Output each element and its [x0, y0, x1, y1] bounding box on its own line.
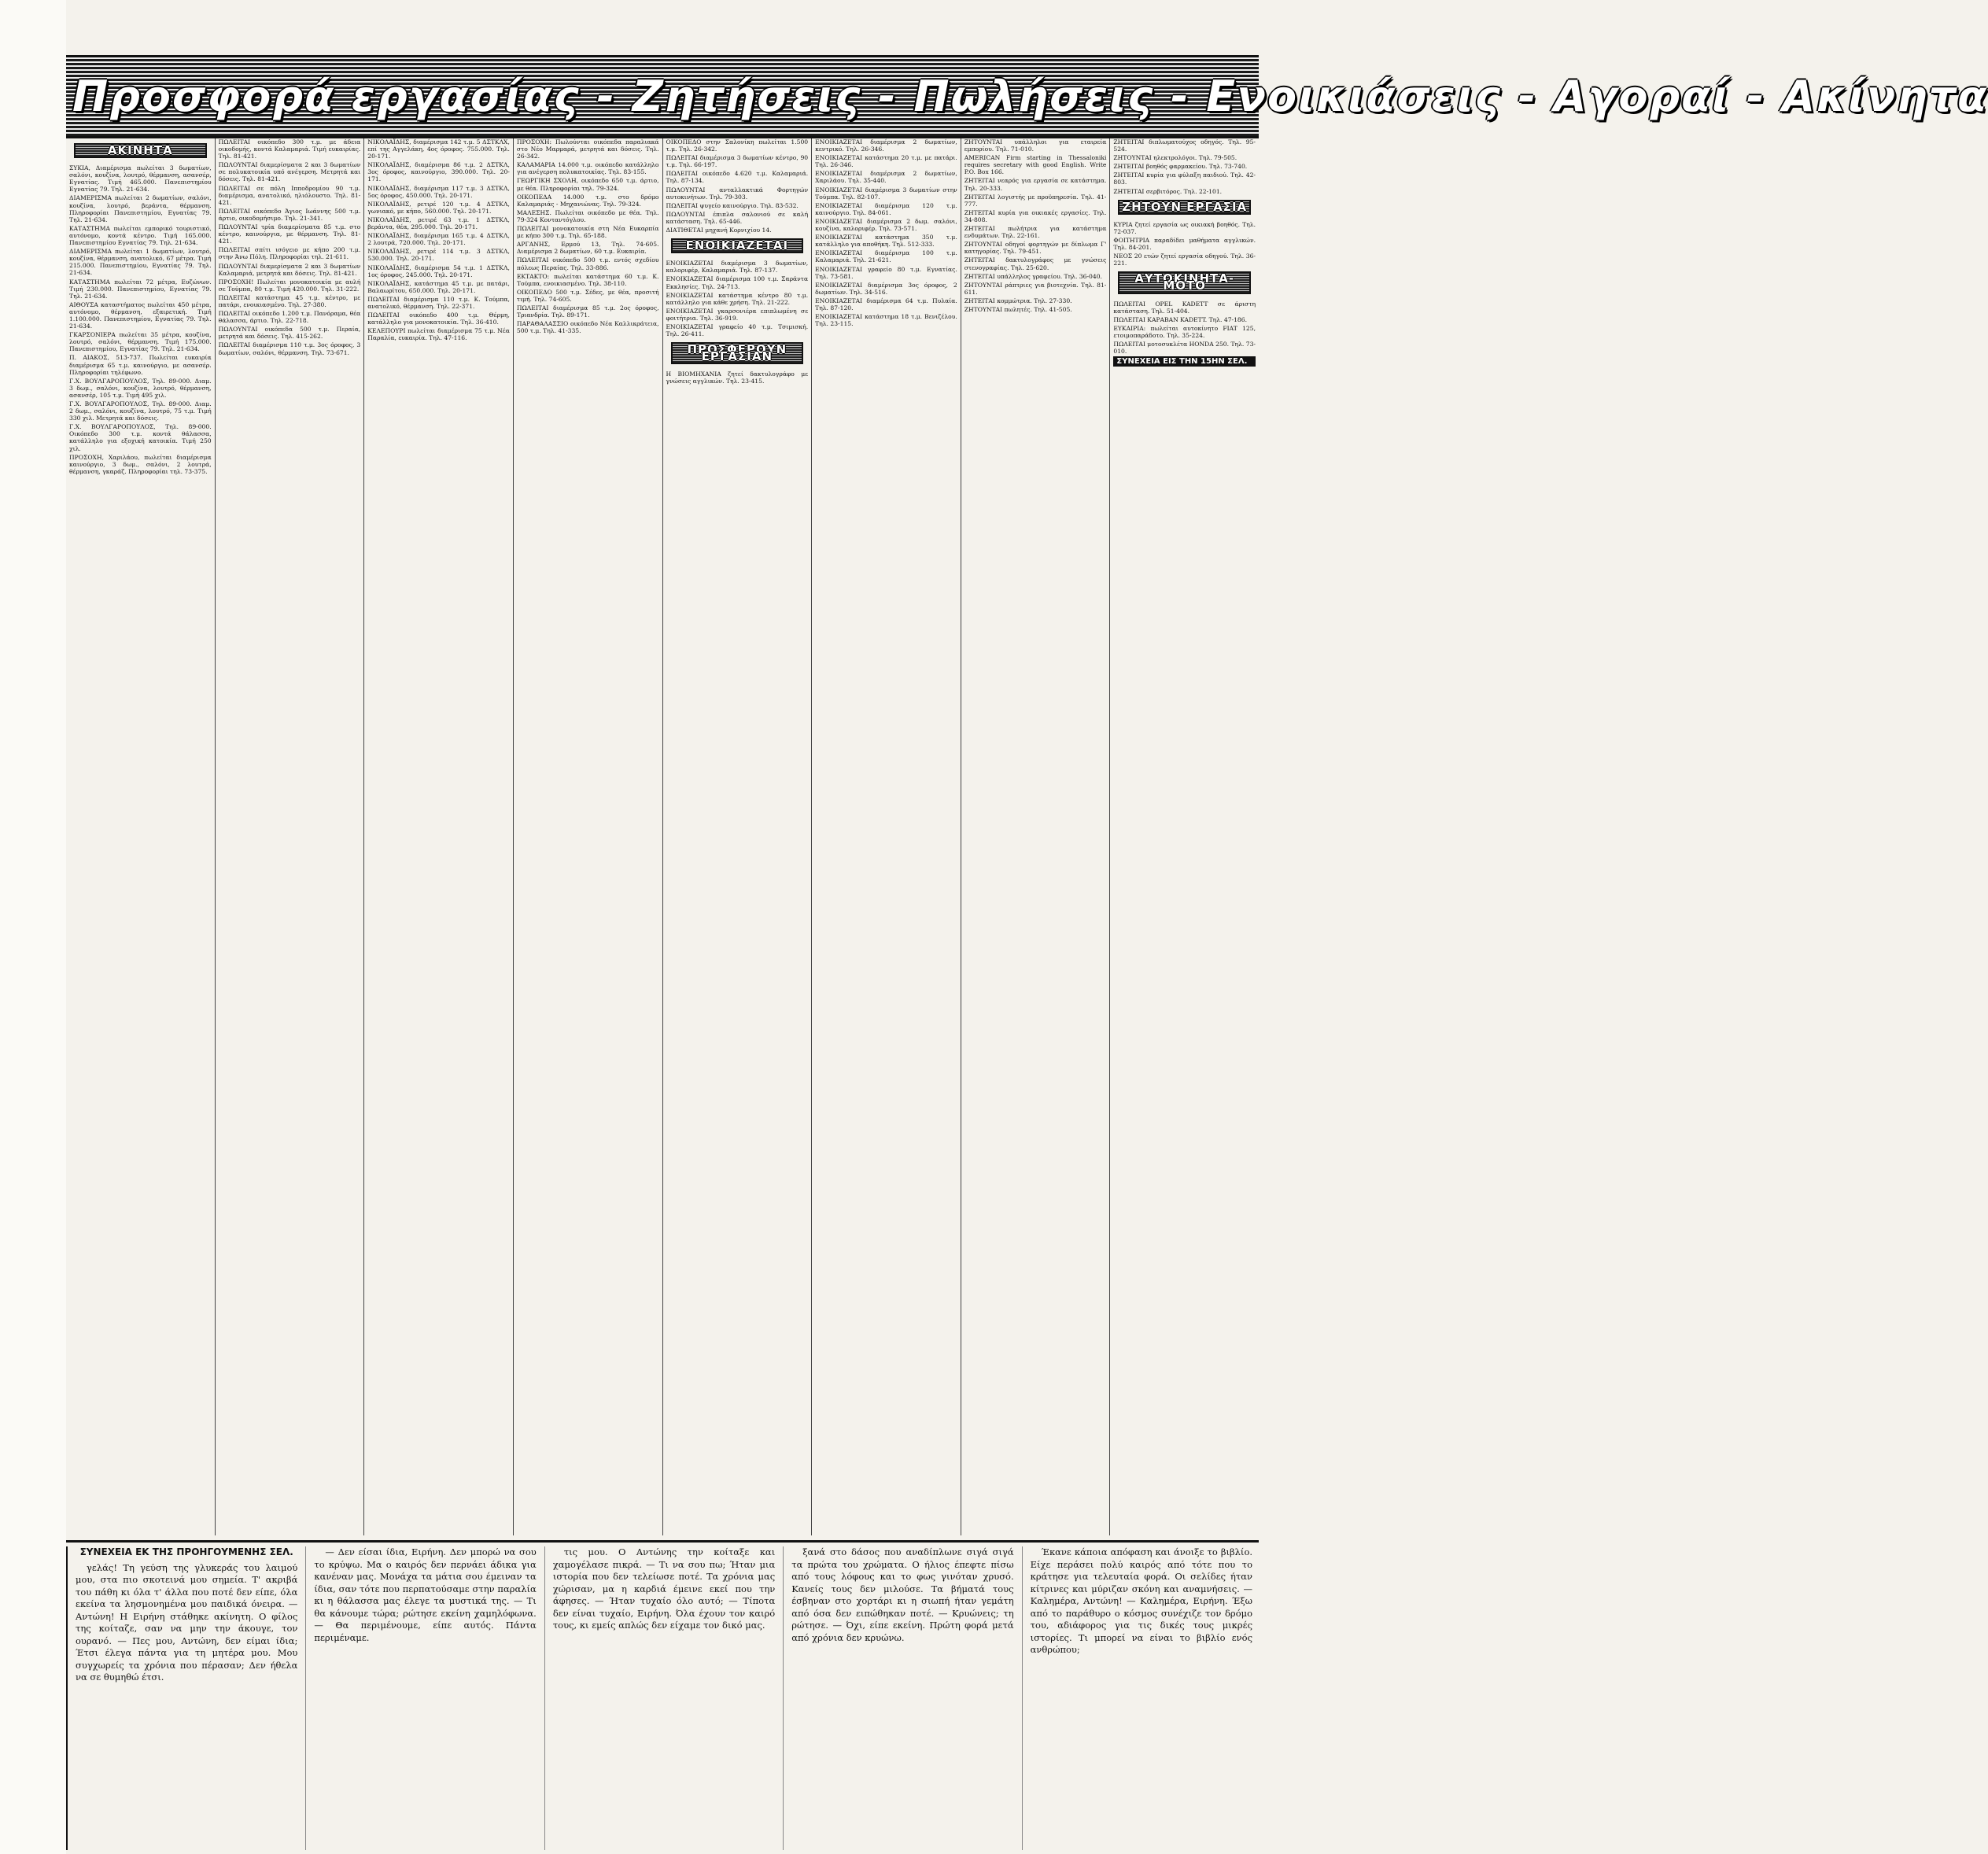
classified-ad: ΠΑΡΑΘΑΛΑΣΣΙΟ οικόπεδο Νέα Καλλικράτεια, 500 τ.μ. Τηλ. 41-335.: [516, 320, 659, 335]
serial-column-5: [1023, 1546, 1260, 1850]
serial-column-1: [68, 1546, 306, 1850]
classified-ad: ΠΩΛΕΙΤΑΙ κατάστημα 45 τ.μ. κέντρο, με πατάρι, ενοικιασμένο. Τηλ. 27-380.: [218, 293, 361, 308]
classified-ad: ΠΩΛΕΙΤΑΙ οικόπεδο 500 τ.μ. εντός σχεδίου πόλεως Περαίας. Τηλ. 33-886.: [516, 256, 659, 271]
classified-ad: ΠΩΛΕΙΤΑΙ οικόπεδο 1.200 τ.μ. Πανόραμα, θέα θάλασσα, άρτιο. Τηλ. 22-718.: [218, 310, 361, 325]
serial-story: [66, 1546, 1260, 1850]
classified-ad: ΖΗΤΕΙΤΑΙ κυρία για φύλαξη παιδιού. Τηλ. 42-803.: [1113, 171, 1256, 186]
section-heading-zitoun: ΖΗΤΟΥΝ ΕΡΓΑΣΙΑ: [1118, 200, 1251, 215]
classified-ad: ΚΕΛΕΠΟΥΡΙ πωλείται διαμέρισμα 75 τ.μ. Νέα Παραλία, ευκαιρία. Τηλ. 47-116.: [367, 327, 510, 342]
classified-ad: Π. ΑΙΑΚΟΣ, 513-737. Πωλείται ευκαιρία διαμέρισμα 65 τ.μ. καινούργιο, με ασανσέρ. Πληροφορίαι τηλέφωνο.: [69, 354, 212, 376]
classified-ad: ΠΩΛΕΙΤΑΙ ΚΑΡΑΒΑΝ KADETT. Τηλ. 47-186.: [1113, 315, 1248, 323]
serial-text: Έκανε κάποια απόφαση και άνοιξε το βιβλίο. Είχε περάσει πολύ καιρός από τότε που το κράτησε για τελευταία φορά. Οι σελίδες ήταν κίτρινες και μύριζαν σκόνη και αναμνήσεις. — Καλημέρα, Αντώνη! — Καλημέρα, Ειρήνη. Έξω από το παράθυρο ο κόσμος συνέχιζε τον δρόμο του, αδιάφορος για τις δικές τους μικρές ιστορίες. Τι μπορεί να είναι το βιβλίο ενός ανθρώπου;: [1030, 1546, 1253, 1655]
classified-ad: ΠΩΛΟΥΝΤΑΙ οικόπεδα 500 τ.μ. Περαία, μετρητά και δόσεις. Τηλ. 415-262.: [218, 326, 361, 341]
classified-ad: ΔΙΑΜΕΡΙΣΜΑ πωλείται 2 δωματίων, σαλόνι, κουζίνα, λουτρό, βεράντα, θέρμανση. Πληροφορίαι Πανεπιστημίου, Εγνατίας 79. Τηλ. 21-634.: [69, 194, 212, 223]
classified-column-1: [66, 138, 216, 1535]
classified-ad: ΠΩΛΟΥΝΤΑΙ διαμερίσματα 2 και 3 δωματίων Καλαμαριά, μετρητά και δόσεις. Τηλ. 81-421.: [218, 262, 361, 277]
classified-ad: ΠΡΟΣΟΧΗ! Πωλείται μονοκατοικία με αυλή σε Τούμπα, 80 τ.μ. Τιμή 420.000. Τηλ. 31-222.: [218, 278, 361, 293]
serial-column-3: [545, 1546, 784, 1850]
classified-ad: ΕΝΟΙΚΙΑΖΕΤΑΙ κατάστημα 20 τ.μ. με πατάρι. Τηλ. 26-346.: [815, 154, 957, 169]
classified-ad: ΝΙΚΟΛΑΪΔΗΣ, διαμέρισμα 117 τ.μ. 3 ΔΣΤΚΛ, 5ος όροφος, 450.000. Τηλ. 20-171.: [367, 184, 510, 199]
classified-ad: ΔΙΑΤΙΘΕΤΑΙ μηχανή Κορνιχίου 14.: [666, 227, 772, 234]
classified-ad: ΕΝΟΙΚΙΑΖΕΤΑΙ διαμέρισμα 2 δωμ. σαλόνι, κουζίνα, καλοριφέρ. Τηλ. 73-571.: [815, 217, 957, 233]
continued-notice: ΣΥΝΕΧΕΙΑ ΕΙΣ ΤΗΝ 15ΗΝ ΣΕΛ.: [1113, 356, 1256, 367]
classified-ad: ΚΑΤΑΣΤΗΜΑ πωλείται εμπορικό τουριστικό, αυτόνομο, κοντά κέντρο. Τιμή 165.000. Πανεπιστημίου Εγνατίας 79. Τηλ. 21-634.: [69, 224, 212, 247]
classified-ad: ΠΩΛΕΙΤΑΙ ψυγείο καινούργιο. Τηλ. 83-532.: [666, 201, 799, 209]
classified-ad: AMERICAN Firm starting in Thessaloniki requires secretary with good English. Write P.O. Box 166.: [964, 154, 1107, 176]
classified-ad: ΠΩΛΟΥΝΤΑΙ ανταλλακτικά Φορτηγών αυτοκινήτων. Τηλ. 79-303.: [666, 186, 809, 201]
classified-ad: ΠΩΛΕΙΤΑΙ οικόπεδο 4.620 τ.μ. Καλαμαριά. Τηλ. 87-134.: [666, 170, 809, 185]
classified-ad: Γ.Χ. ΒΟΥΛΓΑΡΟΠΟΥΛΟΣ, Τηλ. 89-000. Διαμ. 3 δωμ., σαλόνι, κουζίνα, λουτρό, θέρμανση, ασανσέρ, 105 τ.μ. Τιμή 495 χιλ.: [69, 377, 212, 399]
classified-ad: ΕΝΟΙΚΙΑΖΕΤΑΙ διαμέρισμα 3 δωματίων, καλοριφέρ, Καλαμαριά. Τηλ. 87-137.: [666, 260, 809, 275]
classified-ad: ΠΩΛΟΥΝΤΑΙ έπιπλα σαλονιού σε καλή κατάσταση. Τηλ. 65-446.: [666, 210, 809, 225]
classified-ad: ΖΗΤΕΙΤΑΙ υπάλληλος γραφείου. Τηλ. 36-040.: [964, 272, 1102, 280]
section-divider: [66, 1540, 1259, 1543]
classified-ad: ΟΙΚΟΠΕΔΟ στην Σαλονίκη πωλείται 1.500 τ.μ. Τηλ. 26-342.: [666, 138, 809, 153]
classified-ad: ΦΟΙΤΗΤΡΙΑ παραδίδει μαθήματα αγγλικών. Τηλ. 84-201.: [1113, 236, 1256, 252]
serial-text: ξανά στο δάσος που αναδίπλωνε σιγά σιγά τα πρώτα του χρώματα. Ο ήλιος έπεφτε πίσω από τους λόφους και το φως γινόταν χρυσό. Κανείς τους δεν μιλούσε. Τα βήματά τους έσβηναν στο χορτάρι κι η σιωπή ήταν γεμάτη από όσα δεν ειπώθηκαν ποτέ. — Κρυώνεις; τη ρώτησε. — Όχι, είπε εκείνη. Πρώτη φορά μετά από χρόνια δεν κρυώνω.: [791, 1546, 1014, 1643]
classified-ad: ΖΗΤΟΥΝΤΑΙ υπάλληλοι για εταιρεία εμπορίου. Τηλ. 71-010.: [964, 138, 1107, 153]
classified-ad: ΖΗΤΕΙΤΑΙ κυρία για οικιακές εργασίες. Τηλ. 34-808.: [964, 208, 1107, 223]
serial-column-4: [784, 1546, 1022, 1850]
classified-ad: ΜΑΛΕΣΗΣ. Πωλείται οικόπεδο με θέα. Τηλ. 79-324 Κονταντόγλου.: [516, 208, 659, 223]
section-heading-akinita: ΑΚΙΝΗΤΑ: [74, 143, 207, 158]
classified-ad: ΕΝΟΙΚΙΑΖΕΤΑΙ διαμέρισμα 64 τ.μ. Πυλαία. Τηλ. 87-120.: [815, 297, 957, 311]
classifieds-area: [66, 138, 1259, 1535]
classified-ad: ΟΙΚΟΠΕΔΑ 14.000 τ.μ. στο δρόμο Καλαμαριάς - Μηχανιώνας. Τηλ. 79-324.: [516, 193, 659, 208]
classified-ad: ΠΩΛΕΙΤΑΙ οικόπεδο 400 τ.μ. Θέρμη, κατάλληλο για μονοκατοικία. Τηλ. 36-410.: [367, 311, 510, 326]
classified-ad: ΕΝΟΙΚΙΑΖΕΤΑΙ κατάστημα 350 τ.μ. κατάλληλο για αποθήκη. Τηλ. 512-333.: [815, 234, 957, 249]
classified-ad: ΖΗΤΟΥΝΤΑΙ ράπτριες για βιοτεχνία. Τηλ. 81-611.: [964, 281, 1107, 296]
classified-ad: Γ.Χ. ΒΟΥΛΓΑΡΟΠΟΥΛΟΣ, Τηλ. 89-000. Οικόπεδο 300 τ.μ. κοντά θάλασσα, κατάλληλο για εξοχική κατοικία. Τιμή 250 χιλ.: [69, 423, 212, 452]
classified-ad: ΕΥΚΑΙΡΙΑ: πωλείται αυτοκίνητο FIAT 125, ετοιμοπαράδοτο. Τηλ. 35-224.: [1113, 324, 1256, 339]
classified-ad: ΓΚΑΡΣΟΝΙΕΡΑ πωλείται 35 μέτρα, κουζίνα, λουτρό, σαλόνι, θέρμανση. Τιμή 175.000. Πανεπιστημίου, Εγνατίας 79. Τηλ. 21-634.: [69, 331, 212, 353]
classified-ad: ΕΝΟΙΚΙΑΖΕΤΑΙ διαμέρισμα 3ος όροφος, 2 δωματίων. Τηλ. 34-516.: [815, 281, 957, 296]
classified-ad: ΕΚΤΑΚΤΟ: πωλείται κατάστημα 60 τ.μ. Κ. Τούμπα, ενοικιασμένο. Τηλ. 38-110.: [516, 272, 659, 287]
classified-ad: ΖΗΤΕΙΤΑΙ σερβιτόρος. Τηλ. 22-101.: [1113, 187, 1223, 195]
classified-ad: ΝΙΚΟΛΑΪΔΗΣ, διαμέρισμα 165 τ.μ. 4 ΔΣΤΚΛ, 2 λουτρά, 720.000. Τηλ. 20-171.: [367, 232, 510, 247]
classified-ad: ΚΑΛΑΜΑΡΙΑ 14.000 τ.μ. οικόπεδο κατάλληλο για ανέγερση πολυκατοικίας. Τηλ. 83-155.: [516, 161, 659, 176]
classified-ad: ΝΙΚΟΛΑΪΔΗΣ, ρετιρέ 114 τ.μ. 3 ΔΣΤΚΛ, 530.000. Τηλ. 20-171.: [367, 248, 510, 263]
classified-ad: ΠΩΛΟΥΝΤΑΙ διαμερίσματα 2 και 3 δωματίων σε πολυκατοικία υπό ανέγερση. Μετρητά και δόσεις. Τηλ. 81-421.: [218, 161, 361, 183]
classified-ad: ΖΗΤΟΥΝΤΑΙ ηλεκτρολόγοι. Τηλ. 79-505.: [1113, 154, 1237, 162]
classified-ad: ΚΥΡΙΑ ζητεί εργασία ως οικιακή βοηθός. Τηλ. 72-037.: [1113, 220, 1256, 235]
classified-ad: ΝΙΚΟΛΑΪΔΗΣ, διαμέρισμα 54 τ.μ. 1 ΔΣΤΚΛ, 1ος όροφος, 245.000. Τηλ. 20-171.: [367, 264, 510, 278]
classified-ad: ΖΗΤΟΥΝΤΑΙ πωλητές. Τηλ. 41-505.: [964, 305, 1072, 313]
classified-ad: ΠΡΟΣΟΧΗ, Χαριλάου, πωλείται διαμέρισμα καινούργιο, 3 δωμ., σαλόνι, 2 λουτρά, θέρμανση, γκαράζ. Πληροφορίαι τηλ. 73-375.: [69, 453, 212, 475]
classified-ad: ΕΝΟΙΚΙΑΖΕΤΑΙ γκαρσονιέρα επιπλωμένη σε φοιτήτρια. Τηλ. 36-919.: [666, 307, 809, 322]
classified-ad: ΠΩΛΕΙΤΑΙ οικόπεδο 300 τ.μ. με άδεια οικοδομής, κοντά Καλαμαριά. Τιμή ευκαιρίας. Τηλ. 81-421.: [218, 138, 361, 160]
classified-ad: ΕΝΟΙΚΙΑΖΕΤΑΙ γραφείο 80 τ.μ. Εγνατίας. Τηλ. 73-581.: [815, 265, 957, 280]
classified-ad: ΓΕΩΡΓΙΚΗ ΣΧΟΛΗ, οικόπεδο 650 τ.μ. άρτιο, με θέα. Πληροφορίαι τηλ. 79-324.: [516, 177, 659, 192]
left-margin: [0, 0, 66, 1854]
classified-ad: ΠΩΛΕΙΤΑΙ διαμέρισμα 110 τ.μ. 3ος όροφος, 3 δωματίων, σαλόνι, θέρμανση. Τηλ. 73-671.: [218, 341, 361, 356]
section-heading-autokinita: ΑΥΤΟΚΙΝΗΤΑ-ΜΟΤΟ: [1118, 271, 1251, 293]
serial-column-2: [306, 1546, 544, 1850]
classified-ad: Γ.Χ. ΒΟΥΛΓΑΡΟΠΟΥΛΟΣ, Τηλ. 89-000. Διαμ. 2 δωμ., σαλόνι, κουζίνα, λουτρό, 75 τ.μ. Τιμή 330 χιλ. Μετρητά και δόσεις.: [69, 400, 212, 422]
serial-text: — Δεν είσαι ίδια, Ειρήνη. Δεν μπορώ να σου το κρύψω. Μα ο καιρός δεν περνάει άδικα για κανέναν μας. Μονάχα τα μάτια σου έμειναν τα ίδια, σαν τότε που περπατούσαμε στην παραλία κι η θάλασσα μας έλεγε τα μυστικά της. — Τι θα κάνουμε τώρα; ρώτησε εκείνη χαμηλόφωνα. — Θα περιμένουμε, είπε αυτός. Πάντα περιμέναμε.: [314, 1546, 537, 1643]
classified-ad: ΠΡΟΣΟΧΗ: Πωλούνται οικόπεδα παραλιακά στο Νέο Μαρμαρά, μετρητά και δόσεις. Τηλ. 26-342.: [516, 138, 659, 160]
classified-ad: ΕΝΟΙΚΙΑΖΕΤΑΙ κατάστημα 18 τ.μ. Βενιζέλου. Τηλ. 23-115.: [815, 313, 957, 328]
classified-ad: ΠΩΛΕΙΤΑΙ μοτοσυκλέτα HONDA 250. Τηλ. 73-010.: [1113, 340, 1256, 356]
section-heading-prosferoun: ΠΡΟΣΦΕΡΟΥΝ ΕΡΓΑΣΙΑΝ: [671, 342, 804, 364]
classified-ad: ΠΩΛΕΙΤΑΙ διαμέρισμα 85 τ.μ. 2ος όροφος, Τριανδρία. Τηλ. 89-171.: [516, 304, 659, 319]
classified-ad: ΝΙΚΟΛΑΪΔΗΣ, κατάστημα 45 τ.μ. με πατάρι, Βαλαωρίτου, 650.000. Τηλ. 20-171.: [367, 279, 510, 294]
classified-ad: ΝΙΚΟΛΑΪΔΗΣ, διαμέρισμα 86 τ.μ. 2 ΔΣΤΚΛ, 3ος όροφος, καινούργιο, 390.000. Τηλ. 20-171.: [367, 161, 510, 183]
classified-ad: ΕΝΟΙΚΙΑΖΕΤΑΙ διαμέρισμα 2 δωματίων, κεντρικό. Τηλ. 26-346.: [815, 138, 957, 153]
serial-text: γελάς! Τη γεύση της γλυκεράς του λαιμού μου, στα πιο σκοτεινά μου σημεία. Τ' ακριβά του πάθη κι όλα τ' άλλα που ποτέ δεν είπε, όλα εκείνα τα λησμονημένα μου παιδικά όνειρα. — Αντώνη! Η Ειρήνη στάθηκε ακίνητη. Ο φίλος της κοίταζε, σαν να μην την άκουγε, τον ουρανό. — Πες μου, Αντώνη, δεν είμαι ίδια; Έτσι έλεγα πάντα για τη μητέρα μου. Μου συγχωρείς τα χρόνια που πέρασαν; Δεν ήθελα να σε θυμηθώ έτσι.: [76, 1561, 298, 1683]
classified-ad: ΔΙΑΜΕΡΙΣΜΑ πωλείται 1 δωματίων, λουτρό, κουζίνα, θέρμανση, ανατολικό, 67 μέτρα. Τιμή 215.000. Πανεπιστημίου, Εγνατίας 79. Τηλ. 21-634.: [69, 248, 212, 277]
classified-ad: ΕΝΟΙΚΙΑΖΕΤΑΙ διαμέρισμα 120 τ.μ. καινούργιο. Τηλ. 84-061.: [815, 201, 957, 216]
page-banner: [66, 55, 1988, 138]
classified-column-8: [1110, 138, 1259, 1535]
classified-ad: ΕΝΟΙΚΙΑΖΕΤΑΙ κατάστημα κέντρο 80 τ.μ. κατάλληλο για κάθε χρήση. Τηλ. 21-222.: [666, 291, 809, 306]
classified-ad: ΣΥΚΙΑ, Διαμέρισμα πωλείται 3 δωματίων, σαλόνι, κουζίνα, λουτρό, θέρμανση, ασανσέρ, Εγνατίας. Τιμή 465.000. Πανεπιστημίου Εγνατίας 79. Τηλ. 21-634.: [69, 164, 212, 194]
classified-ad: ΝΕΟΣ 20 ετών ζητεί εργασία οδηγού. Τηλ. 36-221.: [1113, 252, 1256, 267]
classified-column-3: [364, 138, 514, 1535]
classified-ad: ΑΡΓΑΝΗΣ, Ερμού 13, Τηλ. 74-605. Διαμέρισμα 2 δωματίων, 60 τ.μ. Ευκαιρία.: [516, 241, 659, 256]
serial-text: τις μου. Ο Αντώνης την κοίταξε και χαμογέλασε πικρά. — Τι να σου πω; Ήταν μια ιστορία που δεν τελείωσε ποτέ. Τα χρόνια μας χώρισαν, μα η καρδιά έμεινε εκεί που την άφησες. — Ήταν τυχαίο όλο αυτό; — Τίποτα δεν είναι τυχαίο, Ειρήνη. Όλα έχουν τον καιρό τους, κι εμείς απλώς δεν είχαμε τον δικό μας.: [552, 1546, 776, 1631]
classified-column-4: [514, 138, 663, 1535]
classified-ad: ΝΙΚΟΛΑΪΔΗΣ, ρετιρέ 120 τ.μ. 4 ΔΣΤΚΛ, γωνιακό, με κήπο, 560.000. Τηλ. 20-171.: [367, 200, 510, 215]
classified-ad: ΕΝΟΙΚΙΑΖΕΤΑΙ διαμέρισμα 2 δωματίων, Χαριλάου. Τηλ. 35-440.: [815, 170, 957, 185]
classified-ad: ΠΩΛΕΙΤΑΙ διαμέρισμα 3 δωματίων κέντρο, 90 τ.μ. Τηλ. 66-197.: [666, 154, 809, 169]
classified-ad: ΚΑΤΑΣΤΗΜΑ πωλείται 72 μέτρα, Ευζώνων. Τιμή 230.000. Πανεπιστημίου, Εγνατίας 79. Τηλ. 21-634.: [69, 278, 212, 300]
classified-ad: ΝΙΚΟΛΑΪΔΗΣ, ρετιρέ 63 τ.μ. 1 ΔΣΤΚΛ, βεράντα, θέα, 295.000. Τηλ. 20-171.: [367, 216, 510, 231]
classified-ad: ΠΩΛΟΥΝΤΑΙ τρία διαμερίσματα 85 τ.μ. στο κέντρο, καινούργια, με θέρμανση. Τηλ. 81-421.: [218, 223, 361, 245]
classified-ad: ΖΗΤΕΙΤΑΙ δακτυλογράφος με γνώσεις στενογραφίας. Τηλ. 25-620.: [964, 256, 1107, 271]
classified-ad: ΠΩΛΕΙΤΑΙ οικόπεδο Άγιος Ιωάννης 500 τ.μ. άρτιο, οικοδομήσιμο. Τηλ. 21-341.: [218, 207, 361, 222]
classified-ad: ΑΙΘΟΥΣΑ καταστήματος πωλείται 450 μέτρα, αυτόνομο, θέρμανση, εξαιρετική. Τιμή 1.100.000. Πανεπιστημίου, Εγνατίας 79. Τηλ. 21-634.: [69, 300, 212, 330]
section-heading-enoikiazetai: ΕΝΟΙΚΙΑΖΕΤΑΙ: [671, 238, 804, 253]
classified-ad: ΖΗΤΕΙΤΑΙ διπλωματούχος οδηγός. Τηλ. 95-524.: [1113, 138, 1256, 153]
classified-column-6: [812, 138, 961, 1535]
classified-ad: ΟΙΚΟΠΕΔΟ 500 τ.μ. Σέδες, με θέα, προσιτή τιμή. Τηλ. 74-605.: [516, 288, 659, 303]
banner-title: Προσφορά εργασίας - Ζητήσεις - Πωλήσεις - Ενοικιάσεις - Αγοραί - Ακίνητα: [72, 72, 1988, 121]
classified-ad: ΠΩΛΕΙΤΑΙ σε πόλη Ιπποδρομίου 90 τ.μ. διαμέρισμα, ανατολικό, ηλιόλουστο. Τηλ. 81-421.: [218, 184, 361, 206]
classified-column-5: [663, 138, 813, 1535]
classified-ad: ΝΙΚΟΛΑΪΔΗΣ, διαμέρισμα 142 τ.μ. 5 ΔΣΤΚΛΧ, επί της Αγγελάκη, 4ος όροφος. 755.000. Τηλ. 20-171.: [367, 138, 510, 160]
classified-ad: Η ΒΙΟΜΗΧΑΝΙΑ ζητεί δακτυλογράφο με γνώσεις αγγλικών. Τηλ. 23-415.: [666, 370, 809, 385]
classified-column-2: [216, 138, 365, 1535]
classified-ad: ΠΩΛΕΙΤΑΙ διαμέρισμα 110 τ.μ. Κ. Τούμπα, ανατολικό, θέρμανση. Τηλ. 22-371.: [367, 295, 510, 310]
classified-ad: ΠΩΛΕΙΤΑΙ OPEL KADETT σε άριστη κατάσταση. Τηλ. 51-404.: [1113, 300, 1256, 315]
classified-ad: ΠΩΛΕΙΤΑΙ σπίτι ισόγειο με κήπο 200 τ.μ. στην Άνω Πόλη. Πληροφορίαι τηλ. 21-611.: [218, 246, 361, 261]
classified-ad: ΕΝΟΙΚΙΑΖΕΤΑΙ διαμέρισμα 100 τ.μ. Καλαμαριά. Τηλ. 21-621.: [815, 249, 957, 264]
classified-ad: ΠΩΛΕΙΤΑΙ μονοκατοικία στη Νέα Ευκαρπία με κήπο 300 τ.μ. Τηλ. 65-188.: [516, 225, 659, 240]
classified-ad: ΕΝΟΙΚΙΑΖΕΤΑΙ γραφείο 40 τ.μ. Τσιμισκή. Τηλ. 26-411.: [666, 323, 809, 338]
classified-ad: ΖΗΤΕΙΤΑΙ βοηθός φαρμακείου. Τηλ. 73-740.: [1113, 163, 1248, 171]
serial-heading: ΣΥΝΕΧΕΙΑ ΕΚ ΤΗΣ ΠΡΟΗΓΟΥΜΕΝΗΣ ΣΕΛ.: [79, 1546, 293, 1557]
classified-ad: ΕΝΟΙΚΙΑΖΕΤΑΙ διαμέρισμα 100 τ.μ. Σαράντα Εκκλησίες. Τηλ. 24-713.: [666, 275, 809, 290]
classified-ad: ΖΗΤΟΥΝΤΑΙ οδηγοί φορτηγών με δίπλωμα Γ' κατηγορίας. Τηλ. 79-451.: [964, 241, 1107, 256]
classified-ad: ΖΗΤΕΙΤΑΙ κομμώτρια. Τηλ. 27-330.: [964, 297, 1072, 304]
classified-ad: ΕΝΟΙΚΙΑΖΕΤΑΙ διαμέρισμα 3 δωματίων στην Τούμπα. Τηλ. 82-107.: [815, 186, 957, 201]
classified-ad: ΖΗΤΕΙΤΑΙ νεαρός για εργασία σε κατάστημα. Τηλ. 20-333.: [964, 177, 1107, 192]
classified-column-7: [961, 138, 1111, 1535]
classified-ad: ΖΗΤΕΙΤΑΙ λογιστής με προϋπηρεσία. Τηλ. 41-777.: [964, 193, 1107, 208]
classified-ad: ΖΗΤΕΙΤΑΙ πωλήτρια για κατάστημα ενδυμάτων. Τηλ. 22-161.: [964, 225, 1107, 240]
